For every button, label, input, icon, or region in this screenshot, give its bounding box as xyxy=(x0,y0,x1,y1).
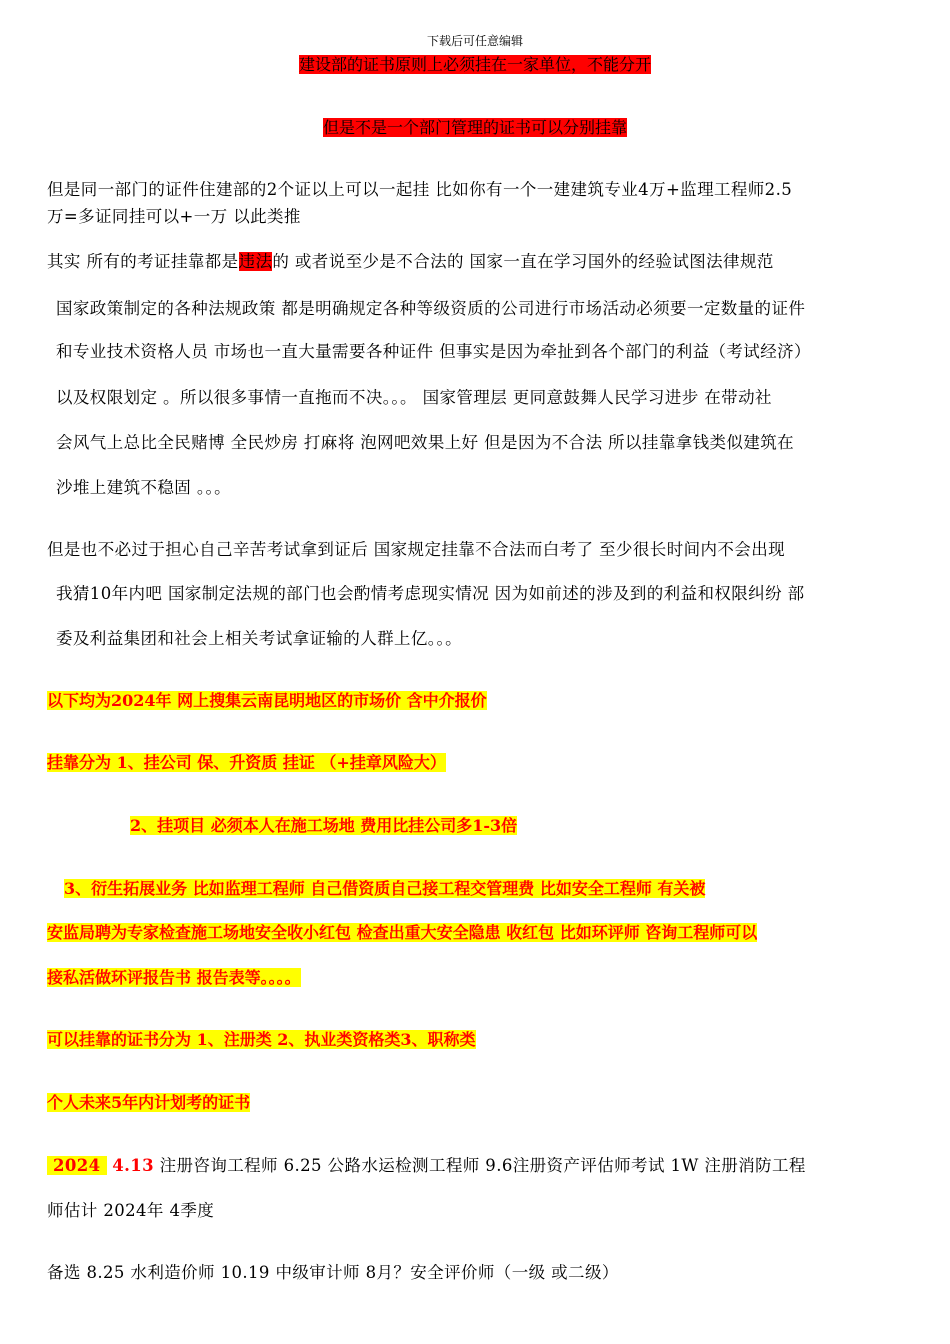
para2-line1-b: 的 或者说至少是不合法的 国家一直在学习国外的经验试图法律规范 xyxy=(272,252,774,271)
category-3c-text: 接私活做环评报告书 报告表等。。。。 xyxy=(47,968,301,987)
plan-line-1 xyxy=(47,1152,806,1176)
category-line-3b xyxy=(47,920,757,943)
para2-line6: 沙堆上建筑不稳固 。。。 xyxy=(56,478,232,497)
cert-types-line xyxy=(47,1027,476,1050)
plan-heading xyxy=(47,1090,250,1113)
para2-line2: 国家政策制定的各种法规政策 都是明确规定各种等级资质的公司进行市场活动必须要一定数量的证件 xyxy=(56,299,806,318)
para2-line1 xyxy=(47,248,774,272)
category-line-1 xyxy=(47,750,446,773)
category-line-3a xyxy=(64,876,705,899)
market-price-text: 以下均为2024年 网上搜集云南昆明地区的市场价 含中介报价 xyxy=(47,691,487,710)
para2-line3: 和专业技术资格人员 市场也一直大量需要各种证件 但事实是因为牵扯到各个部门的利益（考试经济） xyxy=(56,342,811,361)
para2-line4: 以及权限划定 。所以很多事情一直拖而不决。。。 国家管理层 更同意鼓舞人民学习进步 在带动社 xyxy=(56,388,772,407)
para2-line1-a: 其实 所有的考证挂靠都是 xyxy=(47,252,239,271)
category-1-text: 挂靠分为 1、挂公司 保、升资质 挂证 （+挂章风险大） xyxy=(47,753,446,772)
plan-line-2: 师估计 2024年 4季度 xyxy=(47,1201,215,1220)
market-price-note xyxy=(47,688,487,711)
para1-line1: 但是同一部门的证件住建部的2个证以上可以一起挂 比如你有一个一建建筑专业4万+监理工程师2.5 xyxy=(47,180,793,199)
title-line-1 xyxy=(0,52,950,75)
para3-line3: 委及利益集团和社会上相关考试拿证输的人群上亿。。。 xyxy=(56,629,462,648)
para1-line2: 万=多证同挂可以+一万 以此类推 xyxy=(47,207,301,226)
plan-year: 2024 xyxy=(47,1156,107,1175)
illegal-highlight: 违法 xyxy=(238,252,273,271)
plan-line-3: 备选 8.25 水利造价师 10.19 中级审计师 8月？安全评价师（一级 或二级） xyxy=(47,1263,619,1282)
category-3a-text: 3、衍生拓展业务 比如监理工程师 自己借资质自己接工程交管理费 比如安全工程师 有关被 xyxy=(64,879,706,898)
cert-types-text: 可以挂靠的证书分为 1、注册类 2、执业类资格类3、职称类 xyxy=(47,1030,476,1049)
para3-line2: 我猜10年内吧 国家制定法规的部门也会酌情考虑现实情况 因为如前述的涉及到的利益和权限纠纷 部 xyxy=(56,584,805,603)
title-line-2 xyxy=(0,115,950,138)
page-header: 下载后可任意编辑 xyxy=(426,34,523,48)
category-line-2 xyxy=(130,813,517,836)
title-line-1-text: 建设部的证书原则上必须挂在一家单位，不能分开 xyxy=(298,55,651,74)
plan-line-1-rest: 注册咨询工程师 6.25 公路水运检测工程师 9.6注册资产评估师考试 1W 注册消防工程 xyxy=(153,1156,806,1175)
plan-date: 4.13 xyxy=(112,1156,154,1175)
category-3b-text: 安监局聘为专家检查施工场地安全收小红包 检查出重大安全隐患 收红包 比如环评师 咨询工程师可以 xyxy=(47,923,758,942)
para2-line5: 会风气上总比全民赌博 全民炒房 打麻将 泡网吧效果上好 但是因为不合法 所以挂靠拿钱类似建筑在 xyxy=(56,433,795,452)
category-line-3c xyxy=(47,965,301,988)
plan-heading-text: 个人未来5年内计划考的证书 xyxy=(47,1093,251,1112)
para3-line1: 但是也不必过于担心自己辛苦考试拿到证后 国家规定挂靠不合法而白考了 至少很长时间内不会出现 xyxy=(47,540,785,559)
title-line-2-text: 但是不是一个部门管理的证书可以分别挂靠 xyxy=(322,118,627,137)
category-2-text: 2、挂项目 必须本人在施工场地 费用比挂公司多1-3倍 xyxy=(130,816,518,835)
